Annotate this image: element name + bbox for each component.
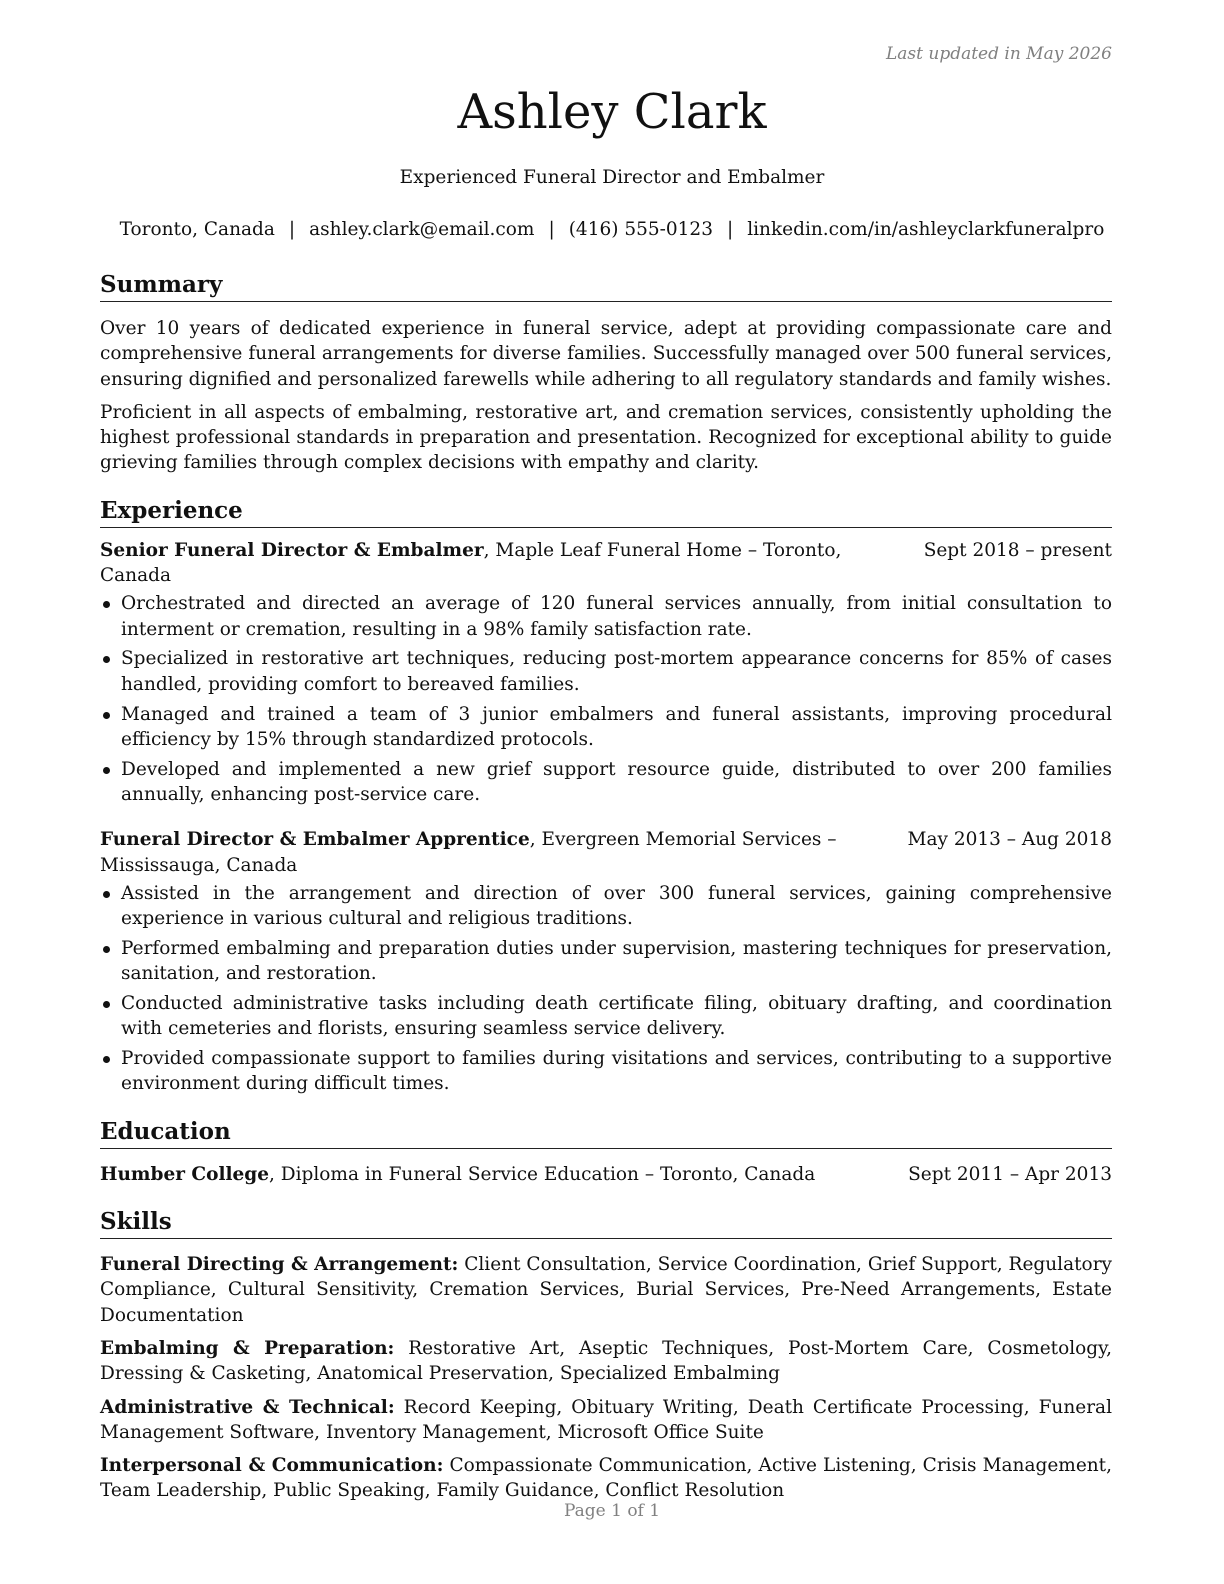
- skill-group: [100, 1395, 1112, 1446]
- bullet-icon: [103, 946, 110, 953]
- skill-group-items: Restorative Art, Aseptic Techniques, Post-Mortem Care, Cosmetology, Dressing & Casketing, Anatomical Preservation, Specialized Embalming: [100, 1337, 1112, 1385]
- contact-linkedin[interactable]: linkedin.com/in/ashleyclarkfuneralpro: [747, 219, 1105, 240]
- job-header: [100, 827, 1112, 878]
- education-dates: Sept 2011 – Apr 2013: [908, 1163, 1112, 1185]
- resume-body: [100, 270, 1112, 1504]
- summary-paragraph: Proficient in all aspects of embalming, restorative art, and cremation services, consistently upholding the highest professional standards in preparation and presentation. Recognized for exceptional ability to guide grieving families through complex decisions with empathy and clarity.: [100, 401, 1112, 474]
- bullet-icon: [103, 891, 110, 898]
- skill-group-label: Funeral Directing & Arrangement:: [100, 1254, 459, 1276]
- bullet-icon: [103, 1001, 110, 1008]
- job-bullets: [100, 881, 1112, 1097]
- candidate-name: Ashley Clark: [457, 84, 767, 140]
- skill-group-label: Interpersonal & Communication:: [100, 1455, 444, 1477]
- section-title-education: Education: [100, 1117, 1112, 1149]
- contact-location: Toronto, Canada: [119, 219, 275, 240]
- list-item: Specialized in restorative art techniques, reducing post-mortem appearance concerns for 85% of cases handled, providing comfort to bereaved families.: [100, 646, 1112, 697]
- education-section: [100, 1117, 1112, 1187]
- bullet-icon: [103, 712, 110, 719]
- list-item: Provided compassionate support to families during visitations and services, contributing to a supportive environment during difficult times.: [100, 1046, 1112, 1097]
- job-entry: [100, 538, 1112, 807]
- bullet-icon: [103, 601, 110, 608]
- contact-email[interactable]: ashley.clark@email.com: [309, 219, 535, 240]
- list-item: Managed and trained a team of 3 junior embalmers and funeral assistants, improving procedural efficiency by 15% through standardized protocols.: [100, 702, 1112, 753]
- skill-group: [100, 1453, 1112, 1504]
- contact-separator: |: [548, 219, 555, 240]
- list-item: Performed embalming and preparation duties under supervision, mastering techniques for preservation, sanitation, and restoration.: [100, 936, 1112, 987]
- skill-group-label: Embalming & Preparation:: [100, 1337, 395, 1359]
- education-detail: , Diploma in Funeral Service Education – Toronto, Canada: [269, 1163, 816, 1185]
- bullet-icon: [103, 767, 110, 774]
- job-org: , Evergreen Memorial Services – Mississauga, Canada: [100, 829, 837, 876]
- section-title-summary: Summary: [100, 270, 1112, 302]
- job-title: Senior Funeral Director & Embalmer: [100, 539, 484, 561]
- headline: Experienced Funeral Director and Embalmer: [399, 167, 825, 188]
- bullet-icon: [103, 1056, 110, 1063]
- skill-group-items: Client Consultation, Service Coordination, Grief Support, Regulatory Compliance, Cultural Sensitivity, Cremation Services, Burial Services, Pre-Need Arrangements, Estate Documentation: [100, 1254, 1112, 1326]
- job-dates: Sept 2018 – present: [923, 539, 1112, 561]
- bullet-icon: [103, 656, 110, 663]
- job-org: , Maple Leaf Funeral Home – Toronto, Canada: [100, 539, 842, 587]
- skill-group-items: Compassionate Communication, Active Listening, Crisis Management, Team Leadership, Public Speaking, Family Guidance, Conflict Resolution: [100, 1455, 1112, 1502]
- summary-section: [100, 270, 1112, 476]
- list-item: Conducted administrative tasks including death certificate filing, obituary drafting, and coordination with cemeteries and florists, ensuring seamless service delivery.: [100, 991, 1112, 1042]
- list-item: Assisted in the arrangement and direction of over 300 funeral services, gaining comprehensive experience in various cultural and religious traditions.: [100, 881, 1112, 932]
- contact-separator: |: [288, 219, 296, 240]
- page-number: Page 1 of 1: [563, 1501, 661, 1521]
- last-updated: Last updated in May 2026: [885, 44, 1112, 64]
- contact-phone[interactable]: (416) 555-0123: [568, 219, 713, 240]
- list-item: Orchestrated and directed an average of 120 funeral services annually, from initial consultation to interment or cremation, resulting in a 98% family satisfaction rate.: [100, 591, 1112, 642]
- list-item: Developed and implemented a new grief support resource guide, distributed to over 200 families annually, enhancing post-service care.: [100, 757, 1112, 808]
- section-title-experience: Experience: [100, 496, 1112, 528]
- section-title-skills: Skills: [100, 1207, 1112, 1239]
- job-title: Funeral Director & Embalmer Apprentice: [100, 829, 530, 851]
- education-entry: [100, 1162, 1112, 1187]
- skill-group-items: Record Keeping, Obituary Writing, Death Certificate Processing, Funeral Management Software, Inventory Management, Microsoft Office Suite: [100, 1396, 1112, 1443]
- skill-group: [100, 1252, 1112, 1328]
- job-dates: May 2013 – Aug 2018: [907, 829, 1112, 851]
- contact-line: [0, 219, 1224, 240]
- skills-section: [100, 1207, 1112, 1504]
- school-name: Humber College: [100, 1163, 269, 1185]
- job-header: [100, 538, 1112, 589]
- job-entry: [100, 827, 1112, 1096]
- job-bullets: [100, 591, 1112, 807]
- experience-section: [100, 496, 1112, 1097]
- contact-separator: |: [726, 219, 734, 240]
- skill-group: [100, 1336, 1112, 1387]
- summary-paragraph: Over 10 years of dedicated experience in funeral service, adept at providing compassionate care and comprehensive funeral arrangements for diverse families. Successfully managed over 500 funeral services, ensuring dignified and personalized farewells while adhering to all regulatory standards and family wishes.: [100, 318, 1112, 390]
- skill-group-label: Administrative & Technical:: [100, 1396, 395, 1418]
